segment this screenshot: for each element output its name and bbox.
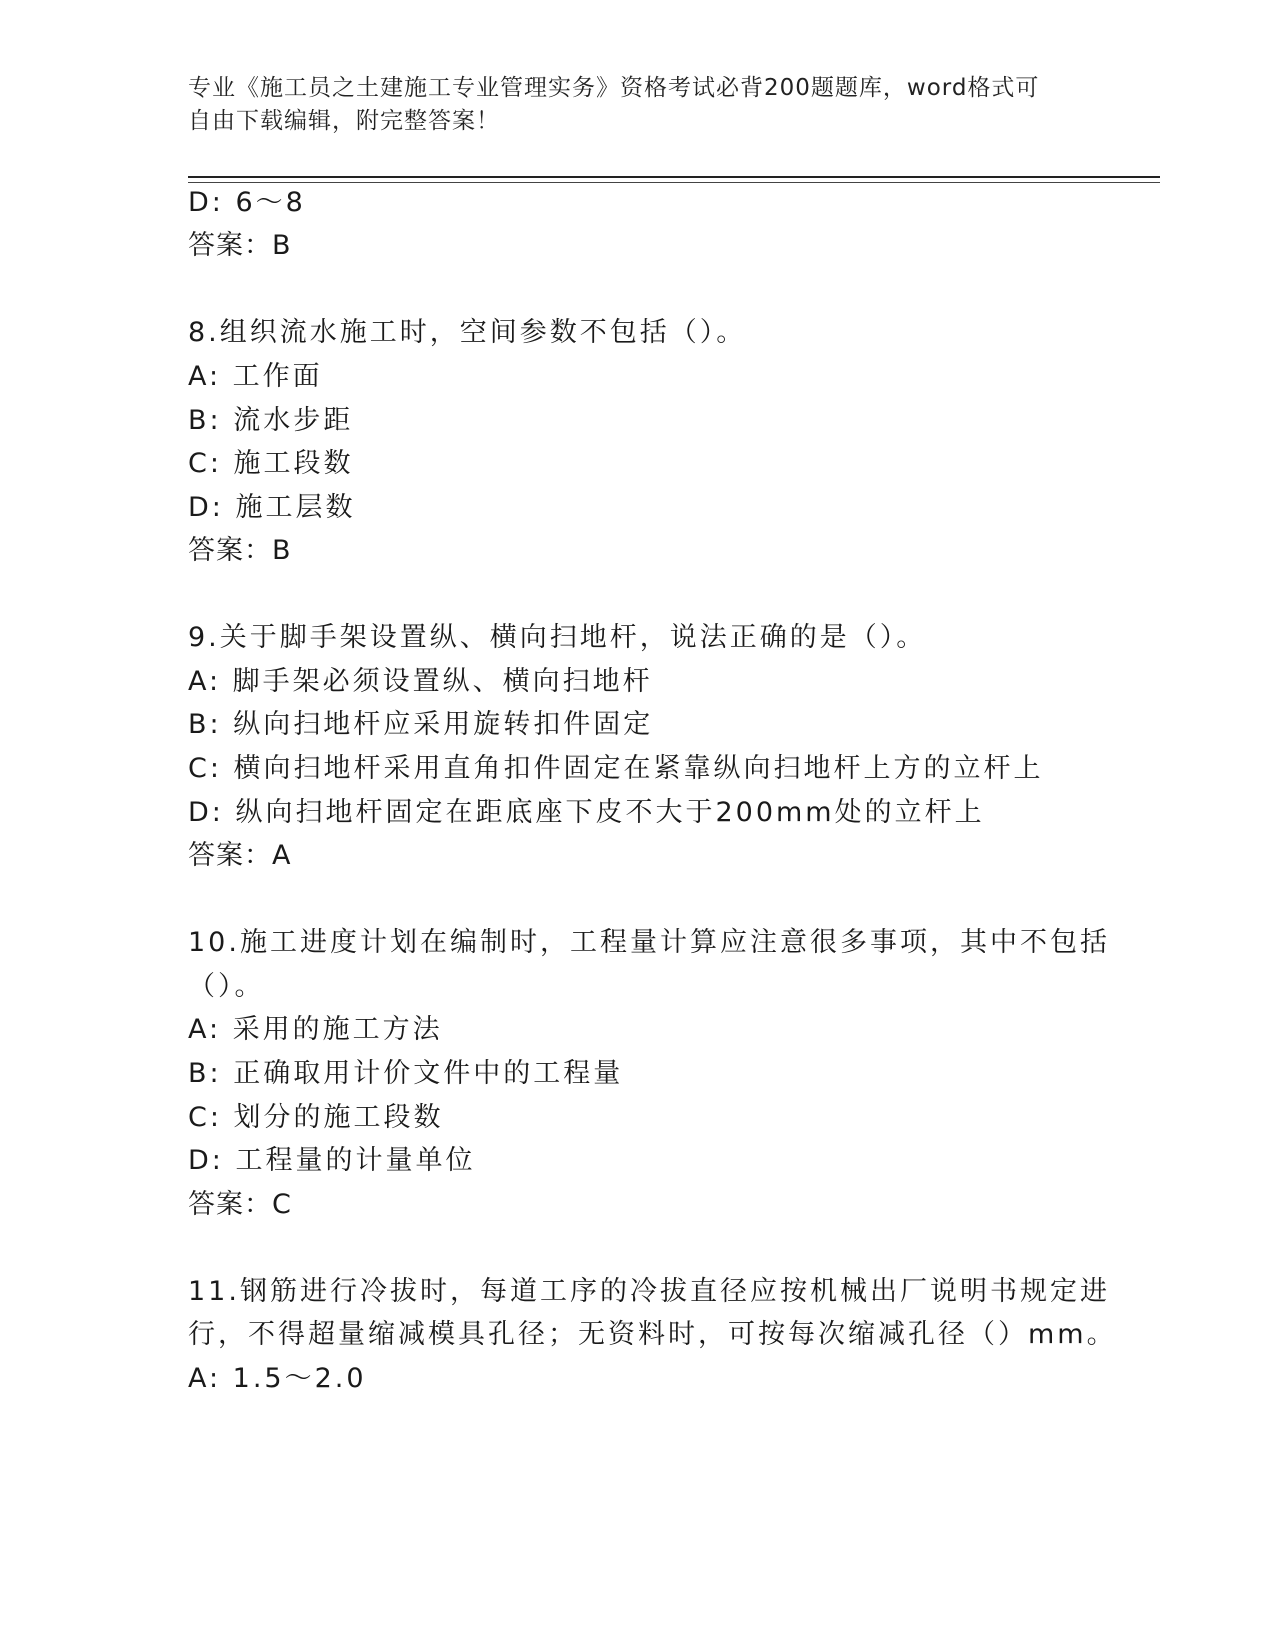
q8-option-a: A: 工作面 bbox=[188, 361, 323, 392]
q9-option-c: C: 横向扫地杆采用直角扣件固定在紧靠纵向扫地杆上方的立杆上 bbox=[188, 753, 1044, 784]
document-header bbox=[188, 72, 1068, 138]
header-line-1: 专业《施工员之土建施工专业管理实务》资格考试必背200题题库，word格式可 bbox=[188, 75, 1040, 101]
q8-answer: 答案：B bbox=[188, 535, 292, 566]
q10-option-b: B: 正确取用计价文件中的工程量 bbox=[188, 1058, 624, 1089]
q9-option-a: A: 脚手架必须设置纵、横向扫地杆 bbox=[188, 666, 653, 697]
q9-option-b: B: 纵向扫地杆应采用旋转扣件固定 bbox=[188, 709, 654, 740]
q10-option-a: A: 采用的施工方法 bbox=[188, 1014, 443, 1045]
header-line-2: 自由下载编辑，附完整答案！ bbox=[188, 108, 500, 134]
q9-stem: 9.关于脚手架设置纵、横向扫地杆，说法正确的是（）。 bbox=[188, 622, 927, 653]
header-divider-thin bbox=[188, 182, 1160, 183]
q11-option-a: A: 1.5～2.0 bbox=[188, 1363, 367, 1394]
q10-stem-line-1: 10.施工进度计划在编制时，工程量计算应注意很多事项，其中不包括 bbox=[188, 927, 1110, 958]
prev-option-d: D: 6～8 bbox=[188, 187, 306, 218]
q8-option-d: D: 施工层数 bbox=[188, 492, 356, 523]
q8-option-b: B: 流水步距 bbox=[188, 405, 354, 436]
header-divider-thick bbox=[188, 176, 1160, 178]
prev-answer: 答案：B bbox=[188, 230, 292, 261]
q11-stem-line-1: 11.钢筋进行冷拔时，每道工序的冷拔直径应按机械出厂说明书规定进 bbox=[188, 1276, 1110, 1307]
q10-answer: 答案：C bbox=[188, 1189, 292, 1220]
q9-option-d: D: 纵向扫地杆固定在距底座下皮不大于200mm处的立杆上 bbox=[188, 797, 985, 828]
q10-stem-line-2: （）。 bbox=[188, 971, 265, 1002]
q10-option-c: C: 划分的施工段数 bbox=[188, 1102, 444, 1133]
q11-stem-line-2: 行，不得超量缩减模具孔径；无资料时，可按每次缩减孔径（）mm。 bbox=[188, 1319, 1117, 1350]
q9-answer: 答案：A bbox=[188, 840, 292, 871]
q10-option-d: D: 工程量的计量单位 bbox=[188, 1145, 476, 1176]
q8-stem: 8.组织流水施工时，空间参数不包括（）。 bbox=[188, 317, 747, 348]
q8-option-c: C: 施工段数 bbox=[188, 448, 354, 479]
